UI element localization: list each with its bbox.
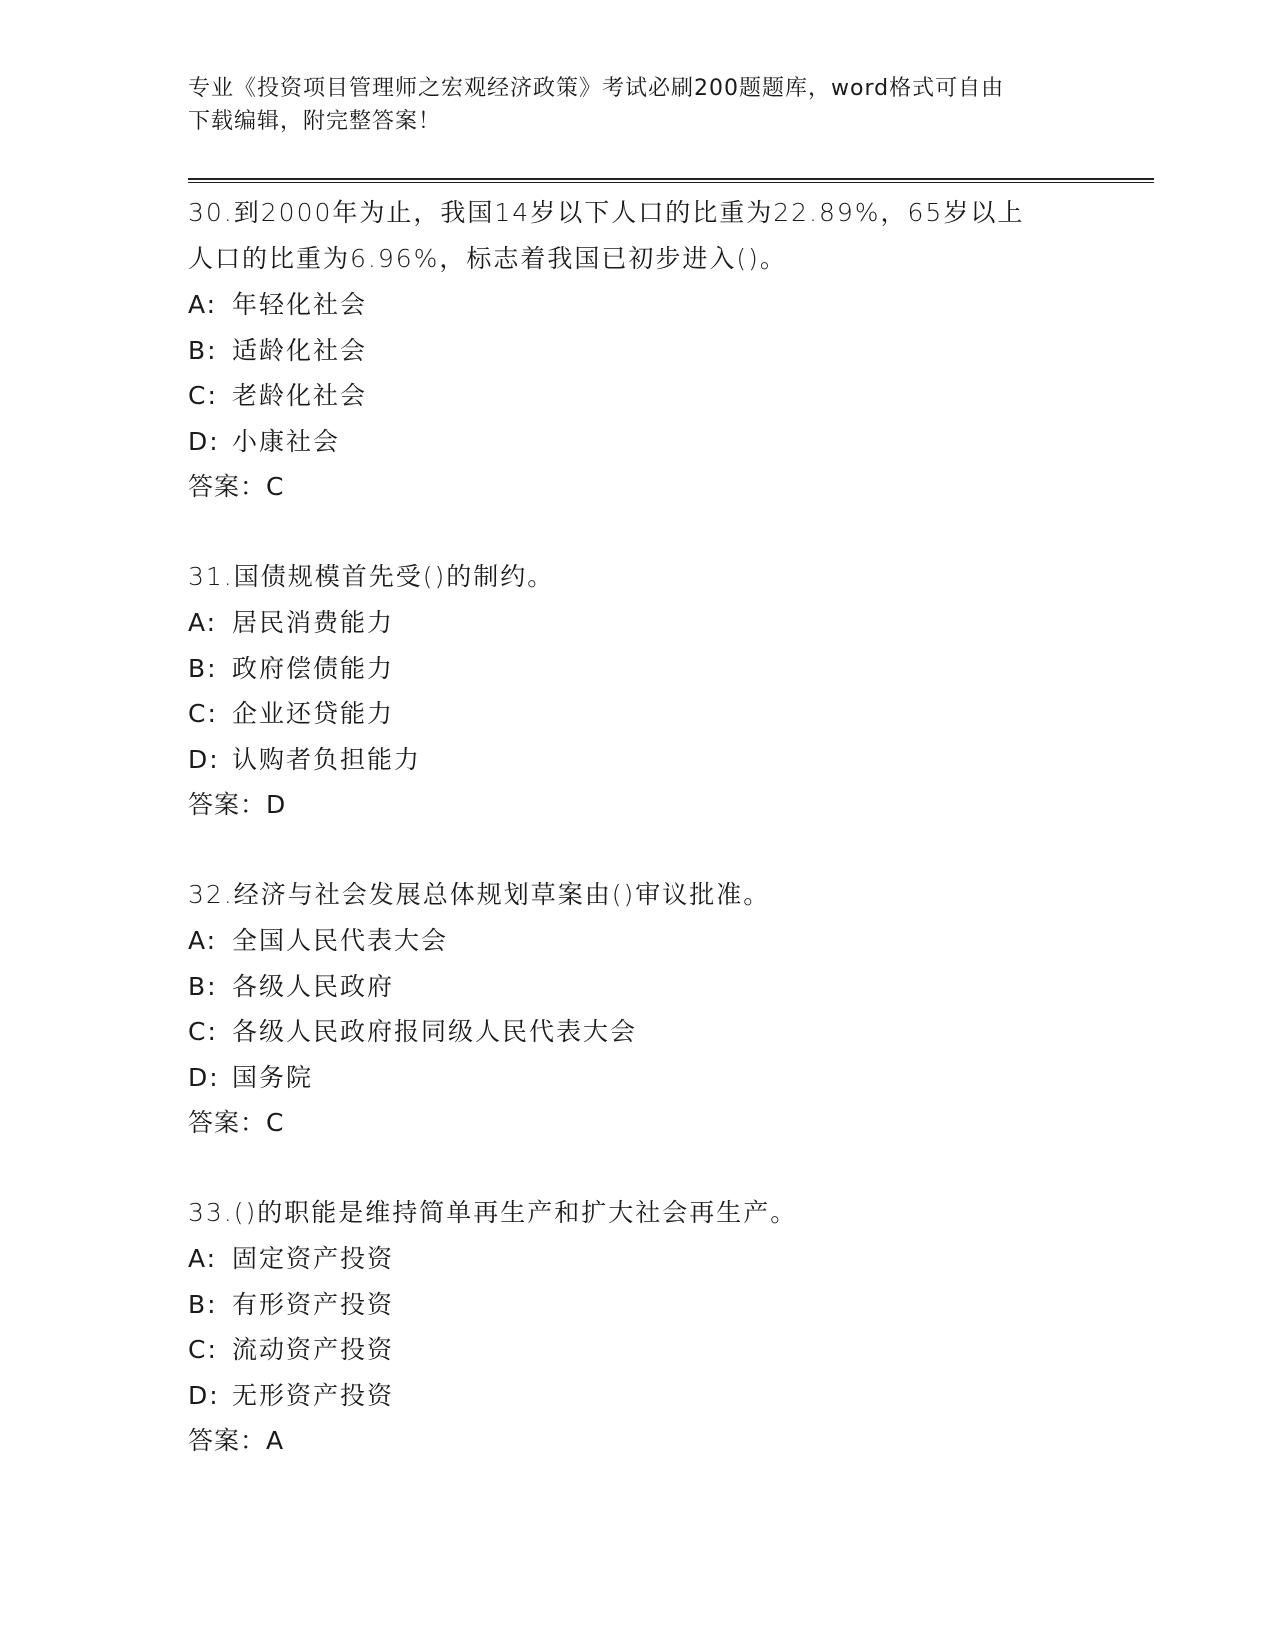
option-key: C:	[188, 1335, 218, 1364]
option-text: 国务院	[232, 1062, 314, 1092]
option-text: 认购者负担能力	[232, 744, 422, 774]
question-stem-continued: 人口的比重为6.96%，标志着我国已初步进入()。	[188, 244, 787, 273]
header-divider	[188, 178, 1154, 183]
answer-line: 答案：C	[188, 472, 285, 501]
question-30	[188, 190, 1088, 510]
answer-line: 答案：A	[188, 1426, 285, 1455]
option-key: C:	[188, 699, 218, 728]
option-key: D:	[188, 1062, 220, 1092]
option-key: D:	[188, 744, 220, 774]
option-key: B:	[188, 335, 218, 365]
option-c	[188, 1009, 1088, 1055]
option-b	[188, 646, 1088, 692]
question-stem: 33.()的职能是维持简单再生产和扩大社会再生产。	[188, 1198, 798, 1227]
option-d	[188, 1373, 1088, 1419]
option-d	[188, 419, 1088, 465]
option-text: 固定资产投资	[232, 1244, 395, 1273]
option-c	[188, 1327, 1088, 1373]
option-text: 企业还贷能力	[232, 699, 395, 728]
option-key: C:	[188, 381, 218, 410]
option-d	[188, 1055, 1088, 1101]
intro-line-1: 专业《投资项目管理师之宏观经济政策》考试必刷200题题库，word格式可自由	[188, 76, 1005, 101]
option-key: B:	[188, 1289, 218, 1319]
option-text: 各级人民政府报同级人民代表大会	[232, 1017, 638, 1046]
option-key: D:	[188, 1380, 220, 1410]
option-b	[188, 964, 1088, 1010]
question-stem: 32.经济与社会发展总体规划草案由()审议批准。	[188, 880, 771, 909]
option-a	[188, 918, 1088, 964]
question-list	[188, 190, 1088, 1508]
option-key: B:	[188, 971, 218, 1001]
option-key: A:	[188, 608, 218, 637]
option-a	[188, 600, 1088, 646]
option-text: 老龄化社会	[232, 381, 368, 410]
option-text: 年轻化社会	[232, 290, 368, 319]
option-text: 适龄化社会	[232, 335, 368, 365]
option-text: 小康社会	[232, 426, 341, 456]
option-a	[188, 282, 1088, 328]
option-key: B:	[188, 653, 218, 683]
question-32	[188, 872, 1088, 1146]
question-33	[188, 1190, 1088, 1464]
option-text: 政府偿债能力	[232, 653, 395, 683]
answer-line: 答案：C	[188, 1108, 285, 1137]
answer-line: 答案：D	[188, 790, 287, 819]
question-stem: 30.到2000年为止，我国14岁以下人口的比重为22.89%，65岁以上	[188, 198, 1025, 227]
option-key: D:	[188, 426, 220, 456]
option-text: 各级人民政府	[232, 971, 395, 1001]
option-key: A:	[188, 926, 218, 955]
option-text: 无形资产投资	[232, 1380, 395, 1410]
option-text: 流动资产投资	[232, 1335, 395, 1364]
option-c	[188, 373, 1088, 419]
option-key: A:	[188, 290, 218, 319]
option-text: 全国人民代表大会	[232, 926, 449, 955]
option-d	[188, 737, 1088, 783]
option-key: C:	[188, 1017, 218, 1046]
document-intro	[188, 72, 1088, 138]
option-c	[188, 691, 1088, 737]
option-b	[188, 1282, 1088, 1328]
option-b	[188, 328, 1088, 374]
option-key: A:	[188, 1244, 218, 1273]
option-a	[188, 1236, 1088, 1282]
question-stem: 31.国债规模首先受()的制约。	[188, 562, 555, 591]
option-text: 居民消费能力	[232, 608, 395, 637]
intro-line-2: 下载编辑，附完整答案！	[188, 109, 442, 134]
option-text: 有形资产投资	[232, 1289, 395, 1319]
question-31	[188, 554, 1088, 828]
